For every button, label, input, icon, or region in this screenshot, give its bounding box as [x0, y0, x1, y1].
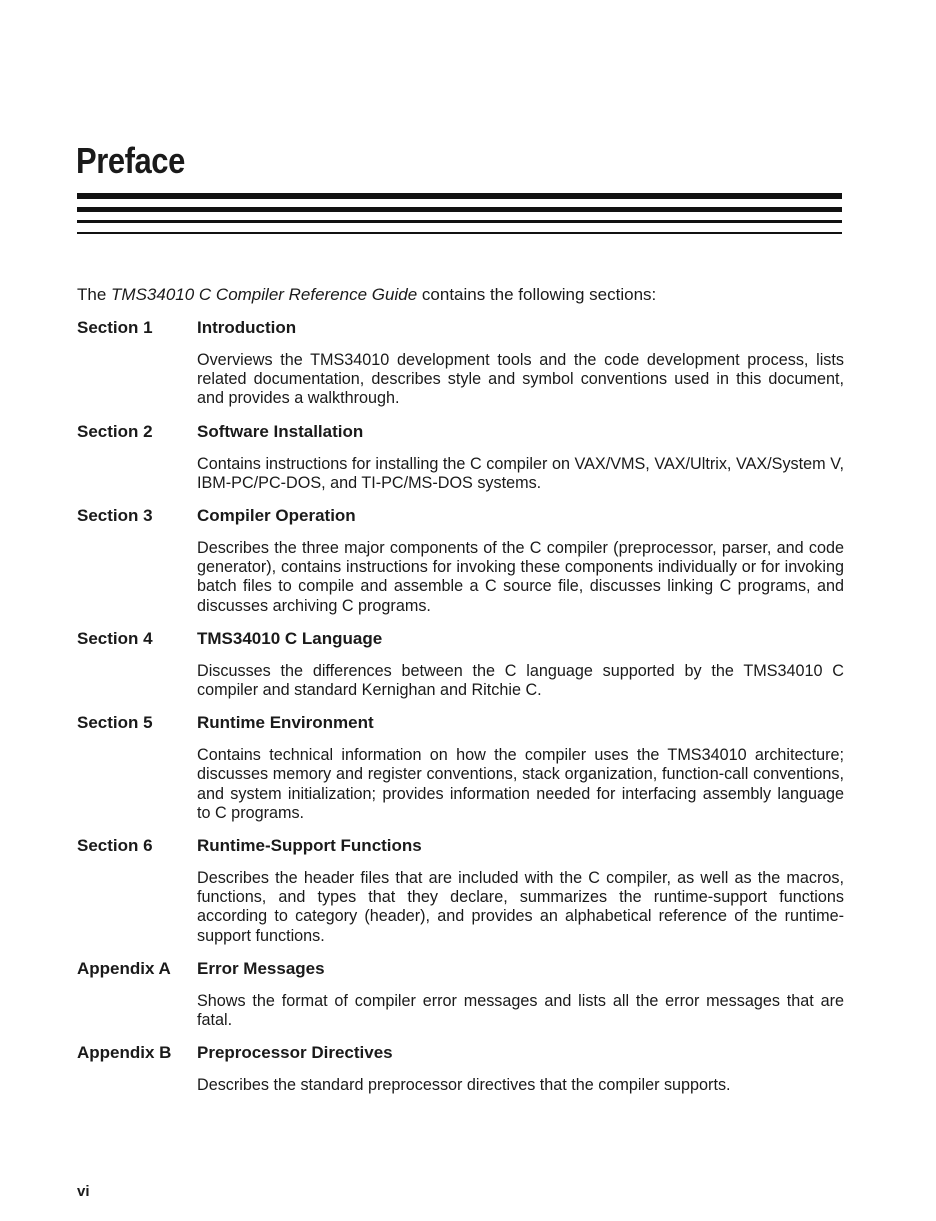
section-description: Describes the header files that are included with the C compiler, as well as the macros, functions, and types that they declare, summarizes the runtime-support functions according to category (header), and provides an alphabetical reference of the runtime-support functions.: [197, 869, 844, 945]
appendix-description: Shows the format of compiler error messages and lists all the error messages that are fatal.: [197, 991, 844, 1030]
section-description: Contains technical information on how the compiler uses the TMS34010 architecture; discusses memory and register conventions, stack organization, function-call conventions, and system initialization; provides information needed for interfacing assembly language to C programs.: [197, 746, 844, 822]
section-entry: [77, 628, 844, 700]
section-entry: [77, 421, 844, 493]
section-body: [197, 835, 844, 946]
book-title: TMS34010 C Compiler Reference Guide: [111, 285, 418, 304]
appendix-label: Appendix B: [77, 1043, 172, 1063]
title-rule-2: [77, 207, 842, 212]
section-entry: [77, 712, 844, 823]
appendix-heading: Preprocessor Directives: [197, 1043, 393, 1063]
section-heading: Runtime-Support Functions: [197, 836, 422, 856]
section-description: Contains instructions for installing the C compiler on VAX/VMS, VAX/Ultrix, VAX/System V, IBM-PC/PC-DOS, and TI-PC/MS-DOS systems.: [197, 454, 844, 492]
section-entry: [77, 505, 844, 616]
section-body: [197, 421, 844, 493]
section-heading: Introduction: [197, 318, 297, 337]
section-heading: Runtime Environment: [197, 713, 374, 733]
intro-before: The: [77, 285, 112, 304]
section-body: [197, 712, 844, 823]
appendix-entry: [77, 958, 844, 1030]
section-heading: TMS34010 C Language: [197, 628, 383, 648]
section-body: [197, 628, 844, 700]
section-description: Discusses the differences between the C language supported by the TMS34010 C compiler and standard Kernighan and Ritchie C.: [197, 661, 844, 700]
intro-sentence: [77, 284, 656, 306]
page-title: Preface: [76, 140, 185, 181]
appendix-body: [197, 958, 844, 1030]
title-rule-3: [77, 220, 842, 223]
section-label: Section 3: [77, 506, 153, 526]
appendix-heading: Error Messages: [197, 958, 325, 978]
section-label: Section 5: [77, 713, 153, 733]
section-description: Overviews the TMS34010 development tools and the code development process, lists related documentation, describes style and symbol conventions used in this document, and provides a walkthrough.: [197, 351, 844, 408]
page-number: vi: [77, 1183, 90, 1200]
section-entry: [77, 835, 844, 946]
appendix-label: Appendix A: [77, 958, 171, 978]
section-label: Section 6: [77, 836, 153, 856]
section-list: [77, 317, 844, 1095]
section-body: [197, 317, 844, 409]
intro-after: contains the following sections:: [417, 285, 657, 304]
appendix-entry: [77, 1042, 844, 1095]
section-label: Section 2: [77, 421, 153, 441]
section-label: Section 1: [77, 318, 153, 337]
appendix-description: Describes the standard preprocessor directives that the compiler supports.: [197, 1076, 731, 1095]
title-rule-4: [77, 232, 842, 234]
appendix-body: [197, 1042, 844, 1095]
section-heading: Software Installation: [197, 421, 364, 441]
section-description: Describes the three major components of the C compiler (preprocessor, parser, and code generator), contains instructions for invoking these components individually or for invoking batch files to compile and assemble a C source file, discusses linking C programs, and discusses archiving C programs.: [197, 539, 844, 615]
title-rule-1: [77, 193, 842, 199]
section-heading: Compiler Operation: [197, 506, 356, 526]
section-label: Section 4: [77, 628, 153, 648]
section-body: [197, 505, 844, 616]
section-entry: [77, 317, 844, 409]
